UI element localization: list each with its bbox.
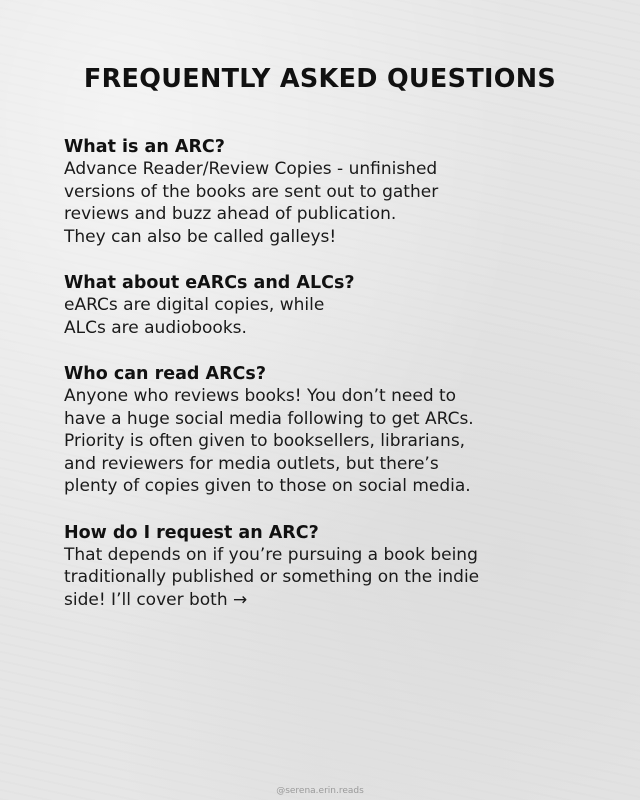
faq-question: What about eARCs and ALCs? [64, 273, 355, 293]
faq-question: How do I request an ARC? [64, 522, 319, 543]
faq-item [64, 522, 624, 612]
page-title: FREQUENTLY ASKED QUESTIONS [83, 64, 557, 94]
faq-question: Who can read ARCs? [64, 364, 266, 384]
faq-answer [64, 158, 624, 248]
faq-answer [64, 385, 624, 498]
answer-line: traditionally published or something on the indie [64, 567, 480, 587]
faq-answer [64, 294, 624, 339]
faq-item [64, 272, 624, 339]
author-credit: @serena.erin.reads [276, 786, 364, 796]
answer-line: ALCs are audiobooks. [64, 317, 247, 338]
answer-line: That depends on if you’re pursuing a book being [64, 544, 478, 565]
answer-line: plenty of copies given to those on social media. [64, 476, 471, 496]
answer-line: Advance Reader/Review Copies - unfinished [64, 159, 438, 179]
faq-item [64, 136, 624, 248]
answer-line: have a huge social media following to get ARCs. [64, 408, 474, 429]
answer-line: Priority is often given to booksellers, librarians, [64, 431, 466, 451]
answer-line: They can also be called galleys! [64, 226, 337, 247]
faq-answer [64, 544, 624, 612]
faq-list [64, 136, 624, 635]
answer-line: side! I’ll cover both → [64, 589, 248, 610]
answer-line: and reviewers for media outlets, but there’s [64, 453, 439, 474]
faq-item [64, 363, 624, 498]
answer-line: reviews and buzz ahead of publication. [64, 204, 397, 224]
answer-line: eARCs are digital copies, while [64, 295, 325, 315]
faq-question: What is an ARC? [64, 137, 225, 157]
answer-line: Anyone who reviews books! You don’t need to [64, 386, 457, 406]
answer-line: versions of the books are sent out to gather [64, 181, 439, 202]
